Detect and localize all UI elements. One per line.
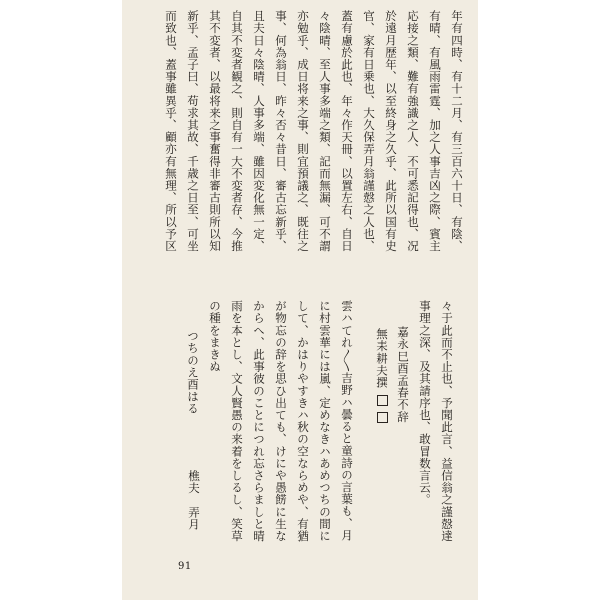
preface-column: 新乎、孟子曰、苟求其故、千歳之日至、可坐 — [186, 10, 200, 252]
seal-stamp — [377, 412, 388, 423]
preface-date-column: 嘉永巳酉孟春不辞 — [396, 326, 410, 423]
postscript-column: して、かはりやすきハ秋の空ならめや、有猶 — [296, 300, 310, 542]
preface-column: 々陰晴、至人事多端之類、記而無漏、可不謂 — [318, 10, 332, 252]
preface-column: 年有四時、有十二月、有三百六十日、有陰、 — [450, 10, 464, 252]
preface-author: 無耒耕夫撰 — [375, 328, 389, 389]
postscript-column: 雲ハてれ〳〵吉野ハ曇ると童詩の言葉も、月 — [340, 300, 354, 542]
preface-column: 亦勉乎、成日将来之事、則宜預議之、既往之 — [296, 10, 310, 252]
postscript-column: に村雲華には嵐、定めなきハあめつちの間に — [318, 300, 332, 542]
preface-column: 而致也、蓋事雖異乎、顧亦有無理、所以予区 — [164, 10, 178, 252]
postscript-column: からへ、此事彼のことにつれ忘さらましと晴 — [252, 300, 266, 542]
page-number: 91 — [178, 561, 192, 572]
preface-column: 自其不変者観之、則自有一大不変者存、今推 — [230, 10, 244, 252]
postscript-signature: 樵夫 弄月 — [187, 470, 201, 531]
preface-column: 事、何為翁日、昨々否々昔日、審古忘新乎、 — [274, 10, 288, 252]
preface-column: 有晴、有風雨雷霆、加之人事吉凶之際、賓主 — [428, 10, 442, 252]
preface-column: 応接之類、難有強識之人、不可悉記得也、况 — [406, 10, 420, 252]
preface-column: 官、家有日乗也、大久保弄月翁謹慤之人也、 — [362, 10, 376, 252]
postscript-date-column: つちのえ酉はる — [186, 330, 200, 415]
preface-column: 其不変者、以最将来之事奮得非審古則所以知 — [208, 10, 222, 252]
preface-column: 且夫日々陰晴、人事多端、雖因変化無一定、 — [252, 10, 266, 252]
postscript-column: の種をまきぬ — [208, 300, 222, 373]
preface-closing-column: 事理之深、及其請序也、敢冒数言云。 — [418, 300, 432, 506]
preface-closing-column: 々于此而不止也、予聞此言、益信翁之謹慤達 — [440, 300, 454, 542]
postscript-column: が物忘の辞を思ひ出ても、けにや愚餝に生な — [274, 300, 288, 542]
seal-stamp — [377, 395, 388, 406]
preface-column: 蓋有慮於此也、年々作天冊、以置左右、自日 — [340, 10, 354, 252]
preface-column: 於遠月歴年、以至終身之久乎、此所以国有史 — [384, 10, 398, 252]
preface-signature — [374, 328, 390, 423]
postscript-column: 雨を本とし、文人賢愚の来着をしるし、笑草 — [230, 300, 244, 542]
book-page — [122, 0, 478, 600]
